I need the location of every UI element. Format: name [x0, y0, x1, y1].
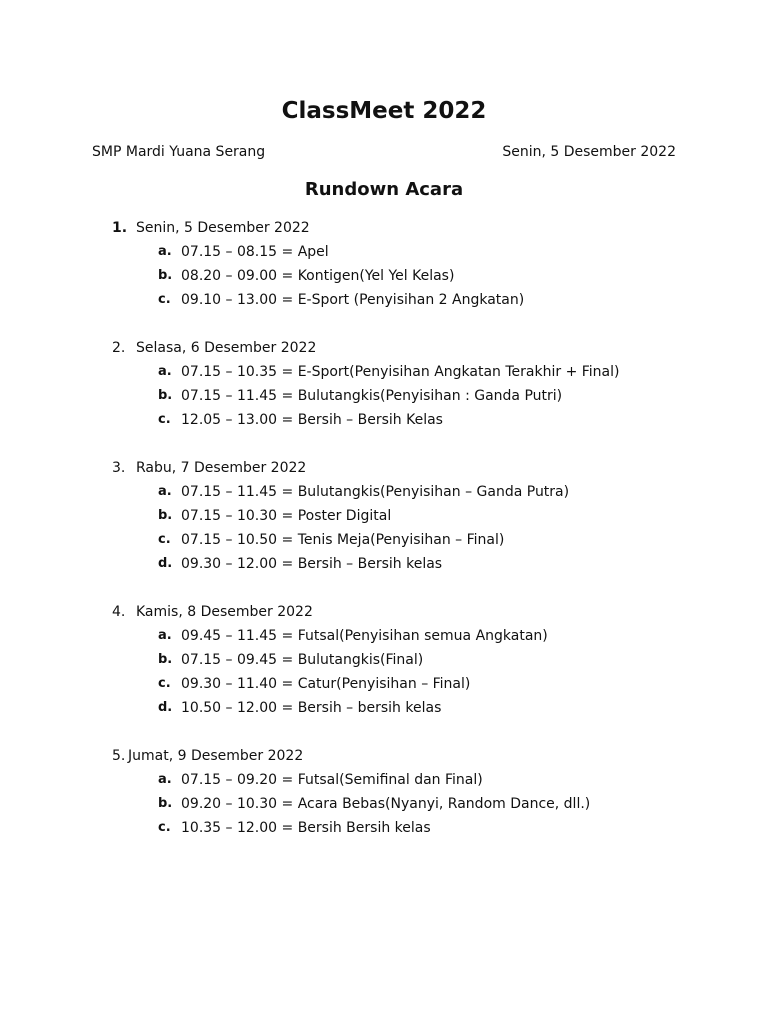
event-text: 09.45 – 11.45 = Futsal(Penyisihan semua Angkatan): [181, 628, 548, 644]
event-letter: a.: [158, 628, 172, 643]
event-letter: b.: [158, 388, 173, 403]
event-text: 09.30 – 12.00 = Bersih – Bersih kelas: [181, 556, 443, 572]
day-item: [0, 456, 768, 576]
document-date: Senin, 5 Desember 2022: [502, 144, 676, 160]
event-letter: c.: [158, 292, 171, 307]
day-label: Jumat, 9 Desember 2022: [128, 748, 304, 764]
day-number: 4.: [112, 604, 126, 620]
day-item: [0, 336, 768, 432]
event-item: [0, 504, 768, 528]
event-text: 10.50 – 12.00 = Bersih – bersih kelas: [181, 700, 442, 716]
event-item: [0, 528, 768, 552]
event-letter: b.: [158, 508, 173, 523]
event-text: 07.15 – 10.35 = E-Sport(Penyisihan Angkatan Terakhir + Final): [181, 364, 620, 380]
event-text: 09.30 – 11.40 = Catur(Penyisihan – Final): [181, 676, 471, 692]
event-text: 07.15 – 11.45 = Bulutangkis(Penyisihan : Ganda Putri): [181, 388, 563, 404]
event-text: 10.35 – 12.00 = Bersih Bersih kelas: [181, 820, 431, 836]
document-title: ClassMeet 2022: [281, 98, 487, 124]
day-heading: [0, 336, 768, 360]
event-letter: d.: [158, 556, 173, 571]
event-text: 07.15 – 08.15 = Apel: [181, 244, 329, 260]
event-item: [0, 768, 768, 792]
event-letter: c.: [158, 532, 171, 547]
event-letter: c.: [158, 676, 171, 691]
document-meta: [92, 141, 676, 163]
event-letter: c.: [158, 412, 171, 427]
rundown-list: [0, 216, 768, 864]
day-heading: [0, 744, 768, 768]
day-item: [0, 216, 768, 312]
day-item: [0, 600, 768, 720]
event-letter: d.: [158, 700, 173, 715]
section-title: Rundown Acara: [304, 179, 464, 200]
event-text: 07.15 – 10.50 = Tenis Meja(Penyisihan – Final): [181, 532, 505, 548]
event-item: [0, 384, 768, 408]
event-item: [0, 792, 768, 816]
event-list: [0, 360, 768, 432]
school-name: SMP Mardi Yuana Serang: [92, 144, 266, 160]
event-text: 08.20 – 09.00 = Kontigen(Yel Yel Kelas): [181, 268, 455, 284]
event-letter: a.: [158, 364, 172, 379]
day-label: Rabu, 7 Desember 2022: [136, 460, 307, 476]
event-letter: a.: [158, 244, 172, 259]
day-label: Kamis, 8 Desember 2022: [136, 604, 313, 620]
event-letter: c.: [158, 820, 171, 835]
event-item: [0, 696, 768, 720]
day-number: 3.: [112, 460, 126, 476]
event-item: [0, 480, 768, 504]
day-label: Selasa, 6 Desember 2022: [136, 340, 317, 356]
event-item: [0, 408, 768, 432]
event-item: [0, 360, 768, 384]
event-item: [0, 816, 768, 840]
event-text: 12.05 – 13.00 = Bersih – Bersih Kelas: [181, 412, 443, 428]
event-letter: b.: [158, 268, 173, 283]
event-text: 07.15 – 09.20 = Futsal(Semifinal dan Final): [181, 772, 483, 788]
event-item: [0, 552, 768, 576]
event-text: 09.20 – 10.30 = Acara Bebas(Nyanyi, Random Dance, dll.): [181, 796, 591, 812]
event-item: [0, 648, 768, 672]
day-label: Senin, 5 Desember 2022: [136, 220, 310, 236]
event-item: [0, 264, 768, 288]
day-number: 1.: [112, 220, 128, 236]
day-number: 5.: [112, 748, 126, 764]
event-letter: a.: [158, 772, 172, 787]
event-text: 07.15 – 11.45 = Bulutangkis(Penyisihan – Ganda Putra): [181, 484, 570, 500]
day-heading: [0, 456, 768, 480]
event-item: [0, 672, 768, 696]
event-list: [0, 768, 768, 840]
event-list: [0, 240, 768, 312]
event-letter: a.: [158, 484, 172, 499]
event-item: [0, 288, 768, 312]
event-item: [0, 624, 768, 648]
event-letter: b.: [158, 796, 173, 811]
day-heading: [0, 216, 768, 240]
event-item: [0, 240, 768, 264]
day-heading: [0, 600, 768, 624]
day-number: 2.: [112, 340, 126, 356]
event-list: [0, 480, 768, 576]
event-text: 09.10 – 13.00 = E-Sport (Penyisihan 2 Angkatan): [181, 292, 525, 308]
event-text: 07.15 – 10.30 = Poster Digital: [181, 508, 392, 524]
event-letter: b.: [158, 652, 173, 667]
event-text: 07.15 – 09.45 = Bulutangkis(Final): [181, 652, 424, 668]
event-list: [0, 624, 768, 720]
day-item: [0, 744, 768, 840]
